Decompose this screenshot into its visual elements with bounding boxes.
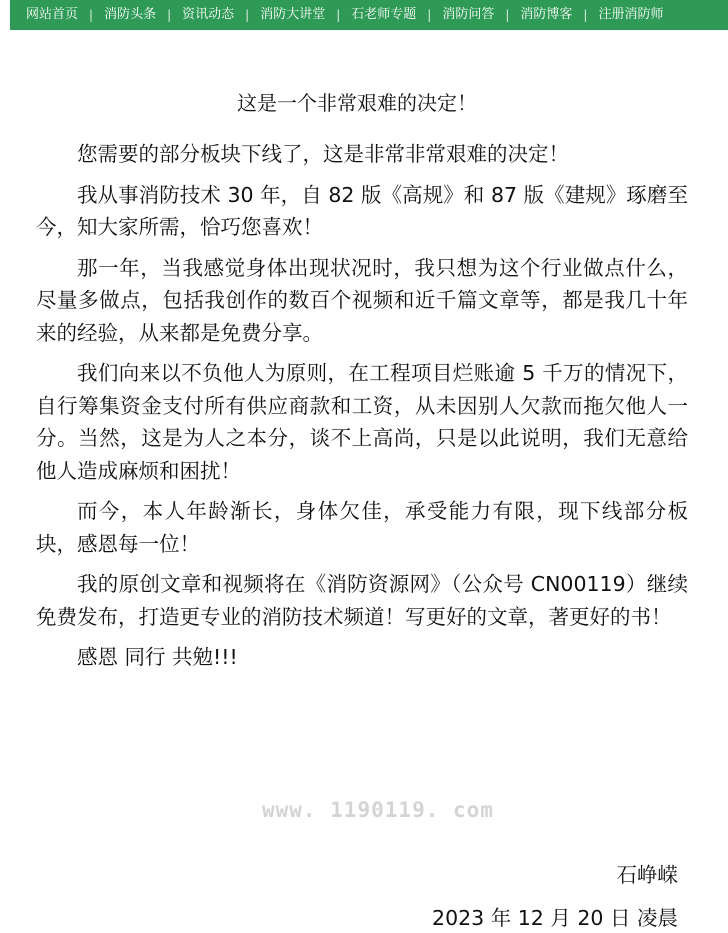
website-watermark: www. 1190119. com bbox=[262, 798, 494, 822]
nav-separator: | bbox=[505, 8, 510, 22]
nav-separator: | bbox=[583, 8, 588, 22]
letter-paragraph-3: 那一年，当我感觉身体出现状况时，我只想为这个行业做点什么，尽量多做点，包括我创作的数百个视频和近千篇文章等，都是我几十年来的经验，从来都是免费分享。 bbox=[36, 255, 688, 345]
nav-separator: | bbox=[89, 8, 94, 22]
letter-closing: 感恩 同行 共勉!!! bbox=[77, 645, 238, 669]
letter-signature: 石峥嵘 bbox=[616, 863, 678, 887]
letter-paragraph-4: 我们向来以不负他人为原则，在工程项目烂账逾 5 千万的情况下，自行筹集资金支付所有供应商款和工资，从未因别人欠款而拖欠他人一分。当然，这是为人之本分，谈不上高尚，只是以此说明，我们无意给他人造成麻烦和困扰！ bbox=[36, 361, 688, 483]
nav-item-lecture-hall[interactable]: 消防大讲堂 bbox=[260, 7, 326, 22]
nav-separator: | bbox=[336, 8, 341, 22]
nav-separator: | bbox=[245, 8, 250, 22]
announcement-letter bbox=[36, 88, 688, 673]
nav-item-qa[interactable]: 消防问答 bbox=[442, 7, 495, 22]
letter-title: 这是一个非常艰难的决定！ bbox=[237, 91, 477, 115]
letter-paragraph-6: 我的原创文章和视频将在《消防资源网》（公众号 CN00119）继续免费发布，打造更专业的消防技术频道！写更好的文章，著更好的书！ bbox=[36, 572, 688, 629]
nav-item-headlines[interactable]: 消防头条 bbox=[104, 7, 157, 22]
nav-separator: | bbox=[167, 8, 172, 22]
nav-item-home[interactable]: 网站首页 bbox=[26, 7, 79, 22]
nav-item-teacher-shi-topic[interactable]: 石老师专题 bbox=[351, 7, 417, 22]
letter-paragraph-5: 而今，本人年龄渐长，身体欠佳，承受能力有限，现下线部分板块，感恩每一位！ bbox=[36, 499, 688, 556]
top-navigation-bar bbox=[10, 0, 728, 30]
letter-paragraph-2: 我从事消防技术 30 年，自 82 版《高规》和 87 版《建规》琢磨至今，知大家所需，恰巧您喜欢！ bbox=[36, 182, 688, 239]
nav-item-blog[interactable]: 消防博客 bbox=[520, 7, 573, 22]
letter-paragraph-1: 您需要的部分板块下线了，这是非常非常艰难的决定！ bbox=[77, 142, 569, 166]
nav-item-news[interactable]: 资讯动态 bbox=[182, 7, 235, 22]
letter-date: 2023 年 12 月 20 日 凌晨 bbox=[432, 906, 678, 930]
nav-item-registered-engineer[interactable]: 注册消防师 bbox=[598, 7, 664, 22]
nav-separator: | bbox=[427, 8, 432, 22]
